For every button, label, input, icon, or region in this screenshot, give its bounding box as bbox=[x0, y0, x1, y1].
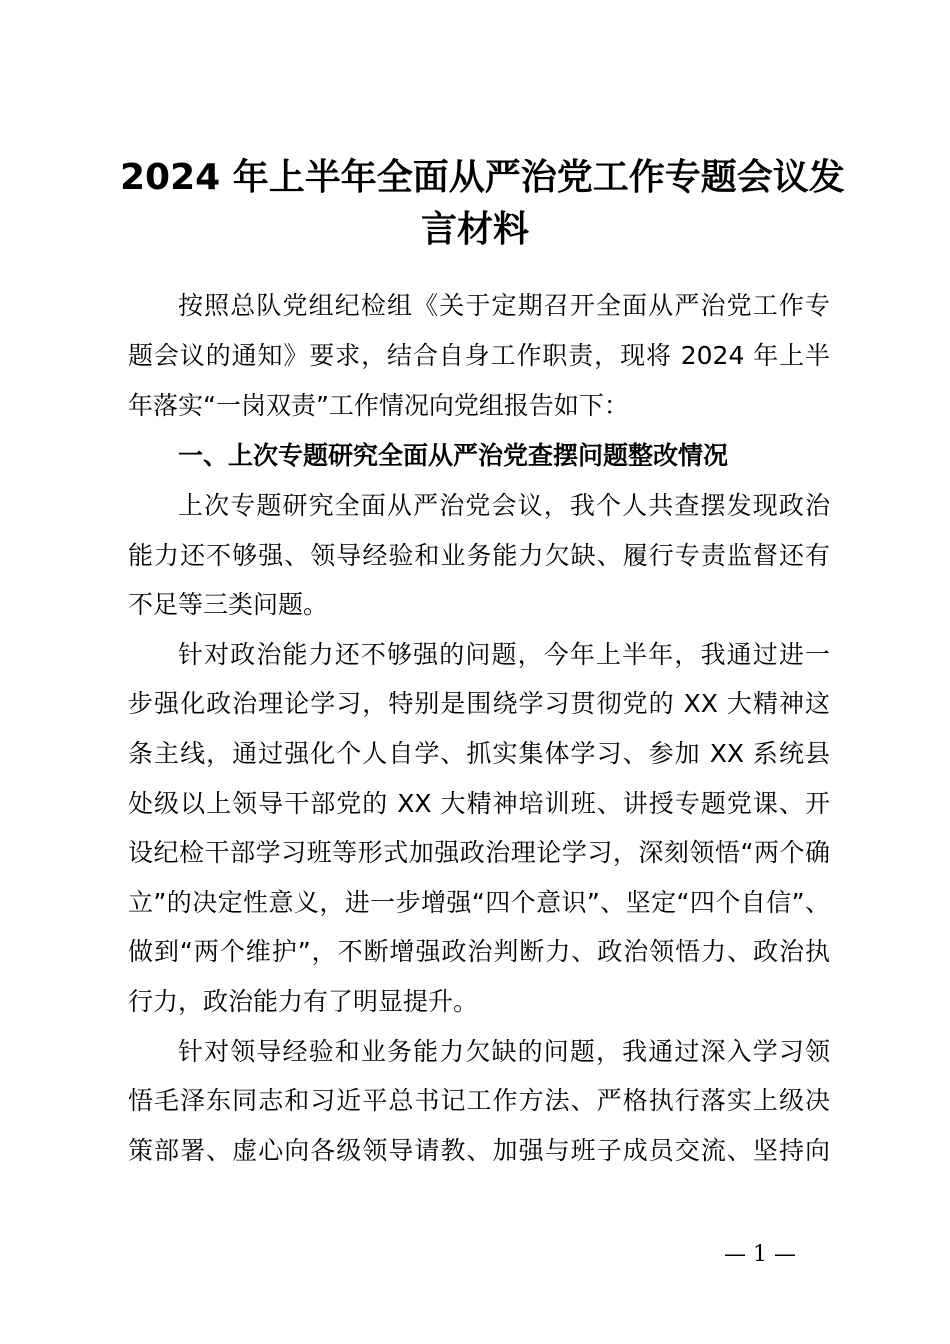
section-heading: 一、上次专题研究全面从严治党查摆问题整改情况 bbox=[178, 441, 729, 470]
page-number: — 1 — bbox=[724, 1242, 796, 1267]
body-line: 针对领导经验和业务能力欠缺的问题，我通过深入学习领 bbox=[178, 1037, 830, 1066]
body-line: 设纪检干部学习班等形式加强政治理论学习，深刻领悟“两个确 bbox=[128, 838, 830, 867]
body-line: 行力，政治能力有了明显提升。 bbox=[128, 987, 479, 1016]
body-line: 策部署、虚心向各级领导请教、加强与班子成员交流、坚持向 bbox=[128, 1136, 830, 1165]
body-line: 针对政治能力还不够强的问题，今年上半年，我通过进一 bbox=[178, 640, 830, 669]
body-line: 立”的决定性意义，进一步增强“四个意识”、坚定“四个自信”、 bbox=[128, 888, 830, 917]
body-line: 年落实“一岗双责”工作情况向党组报告如下： bbox=[128, 391, 629, 420]
document-title-line-1: 2024 年上半年全面从严治党工作专题会议发 bbox=[120, 157, 845, 198]
body-line: 步强化政治理论学习，特别是围绕学习贯彻党的 XX 大精神这 bbox=[128, 689, 830, 718]
document-title-line-2: 言材料 bbox=[420, 209, 529, 250]
body-line: 题会议的通知》要求，结合自身工作职责，现将 2024 年上半 bbox=[128, 341, 830, 370]
body-line: 上次专题研究全面从严治党会议，我个人共查摆发现政治 bbox=[178, 491, 830, 520]
body-line: 能力还不够强、领导经验和业务能力欠缺、履行专责监督还有 bbox=[128, 541, 830, 570]
body-line: 处级以上领导干部党的 XX 大精神培训班、讲授专题党课、开 bbox=[128, 789, 830, 818]
body-line: 悟毛泽东同志和习近平总书记工作方法、严格执行落实上级决 bbox=[128, 1086, 830, 1115]
body-line: 按照总队党组纪检组《关于定期召开全面从严治党工作专 bbox=[178, 291, 830, 320]
body-line: 不足等三类问题。 bbox=[128, 590, 329, 619]
body-line: 条主线，通过强化个人自学、抓实集体学习、参加 XX 系统县 bbox=[128, 739, 830, 768]
body-line: 做到“两个维护”，不断增强政治判断力、政治领悟力、政治执 bbox=[128, 937, 830, 966]
